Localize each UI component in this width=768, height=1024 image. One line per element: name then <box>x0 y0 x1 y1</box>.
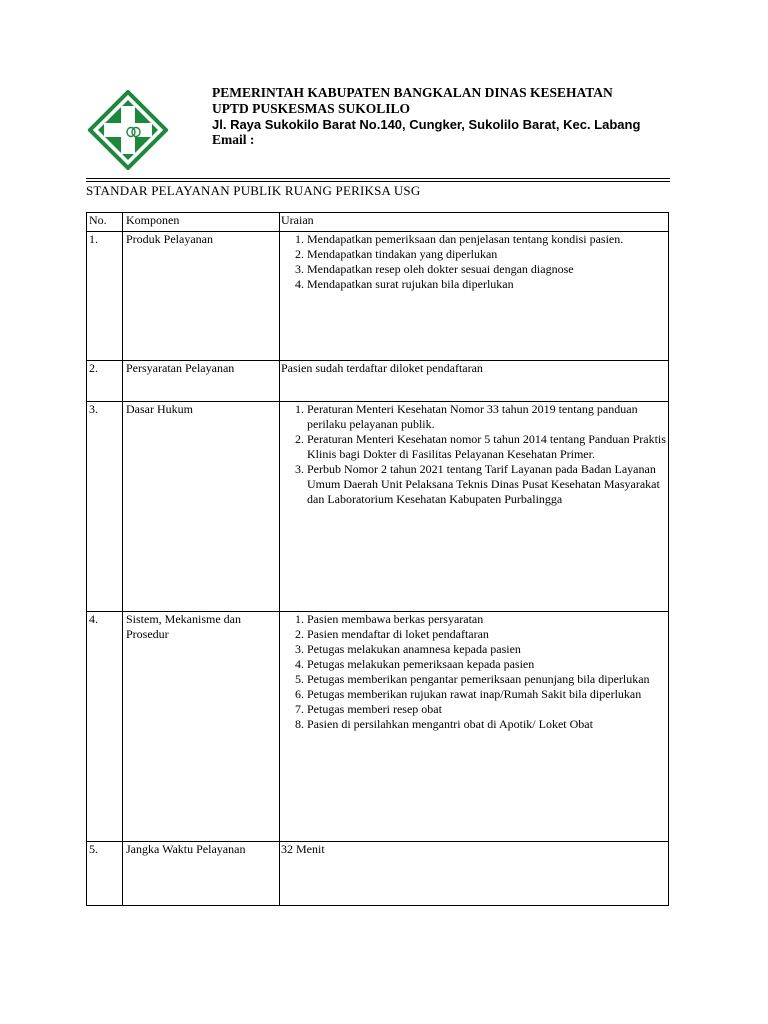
table-header-row <box>87 213 669 232</box>
list-item: 7. Petugas memberi resep obat <box>307 702 666 717</box>
header-divider-top <box>86 178 670 179</box>
service-standard-table <box>86 212 669 906</box>
list-item: 3. Perbub Nomor 2 tahun 2021 tentang Tarif Layanan pada Badan Layanan Umum Daerah Unit Pelaksana Teknis Dinas Pusat Kesehatan Masyarakat dan Laboratorium Kesehatan Kabupaten Purbalingga <box>307 462 666 507</box>
list-item: 4. Petugas melakukan pemeriksaan kepada pasien <box>307 657 666 672</box>
header-no: No. <box>87 213 123 232</box>
header-email: Email : <box>212 132 255 147</box>
row-uraian: Pasien sudah terdaftar diloket pendaftaran <box>280 361 669 402</box>
row-uraian: 32 Menit <box>280 842 669 906</box>
table-row <box>87 361 669 402</box>
list-item: 3. Petugas melakukan anamnesa kepada pasien <box>307 642 666 657</box>
row-komponen: Produk Pelayanan <box>123 232 280 361</box>
header-address: Jl. Raya Sukokilo Barat No.140, Cungker, Sukolilo Barat, Kec. Labang <box>212 117 641 132</box>
row-no: 3. <box>87 402 123 612</box>
header-unit: UPTD PUSKESMAS SUKOLILO <box>212 101 411 116</box>
row-komponen: Sistem, Mekanisme dan Prosedur <box>123 612 280 842</box>
row-uraian <box>280 612 669 842</box>
list-item: 1. Peraturan Menteri Kesehatan Nomor 33 tahun 2019 tentang panduan perilaku pelayanan publik. <box>307 402 666 432</box>
row-no: 2. <box>87 361 123 402</box>
list-item: 2. Peraturan Menteri Kesehatan nomor 5 tahun 2014 tentang Panduan Praktis Klinis bagi Dokter di Fasilitas Pelayanan Kesehatan Primer. <box>307 432 666 462</box>
list-item: 2. Pasien mendaftar di loket pendaftaran <box>307 627 666 642</box>
list-item: 5. Petugas memberikan pengantar pemeriksaan penunjang bila diperlukan <box>307 672 666 687</box>
header-agency: PEMERINTAH KABUPATEN BANGKALAN DINAS KESEHATAN <box>212 85 613 100</box>
puskesmas-logo <box>88 90 168 170</box>
uraian-list <box>281 232 666 292</box>
uraian-list <box>281 612 666 732</box>
row-uraian <box>280 402 669 612</box>
list-item: 1. Mendapatkan pemeriksaan dan penjelasan tentang kondisi pasien. <box>307 232 666 247</box>
uraian-list <box>281 402 666 507</box>
list-item: 2. Mendapatkan tindakan yang diperlukan <box>307 247 666 262</box>
table-row <box>87 232 669 361</box>
list-item: 3. Mendapatkan resep oleh dokter sesuai dengan diagnose <box>307 262 666 277</box>
header-uraian: Uraian <box>280 213 669 232</box>
row-no: 1. <box>87 232 123 361</box>
document-title: STANDAR PELAYANAN PUBLIK RUANG PERIKSA USG <box>86 183 421 198</box>
table-row <box>87 402 669 612</box>
row-no: 5. <box>87 842 123 906</box>
header-divider-bottom <box>86 181 670 182</box>
table-row <box>87 842 669 906</box>
row-no: 4. <box>87 612 123 842</box>
list-item: 6. Petugas memberikan rujukan rawat inap/Rumah Sakit bila diperlukan <box>307 687 666 702</box>
list-item: 1. Pasien membawa berkas persyaratan <box>307 612 666 627</box>
row-komponen: Dasar Hukum <box>123 402 280 612</box>
row-uraian <box>280 232 669 361</box>
header-komponen: Komponen <box>123 213 280 232</box>
row-komponen: Persyaratan Pelayanan <box>123 361 280 402</box>
row-komponen: Jangka Waktu Pelayanan <box>123 842 280 906</box>
table-row <box>87 612 669 842</box>
list-item: 4. Mendapatkan surat rujukan bila diperlukan <box>307 277 666 292</box>
list-item: 8. Pasien di persilahkan mengantri obat di Apotik/ Loket Obat <box>307 717 666 732</box>
